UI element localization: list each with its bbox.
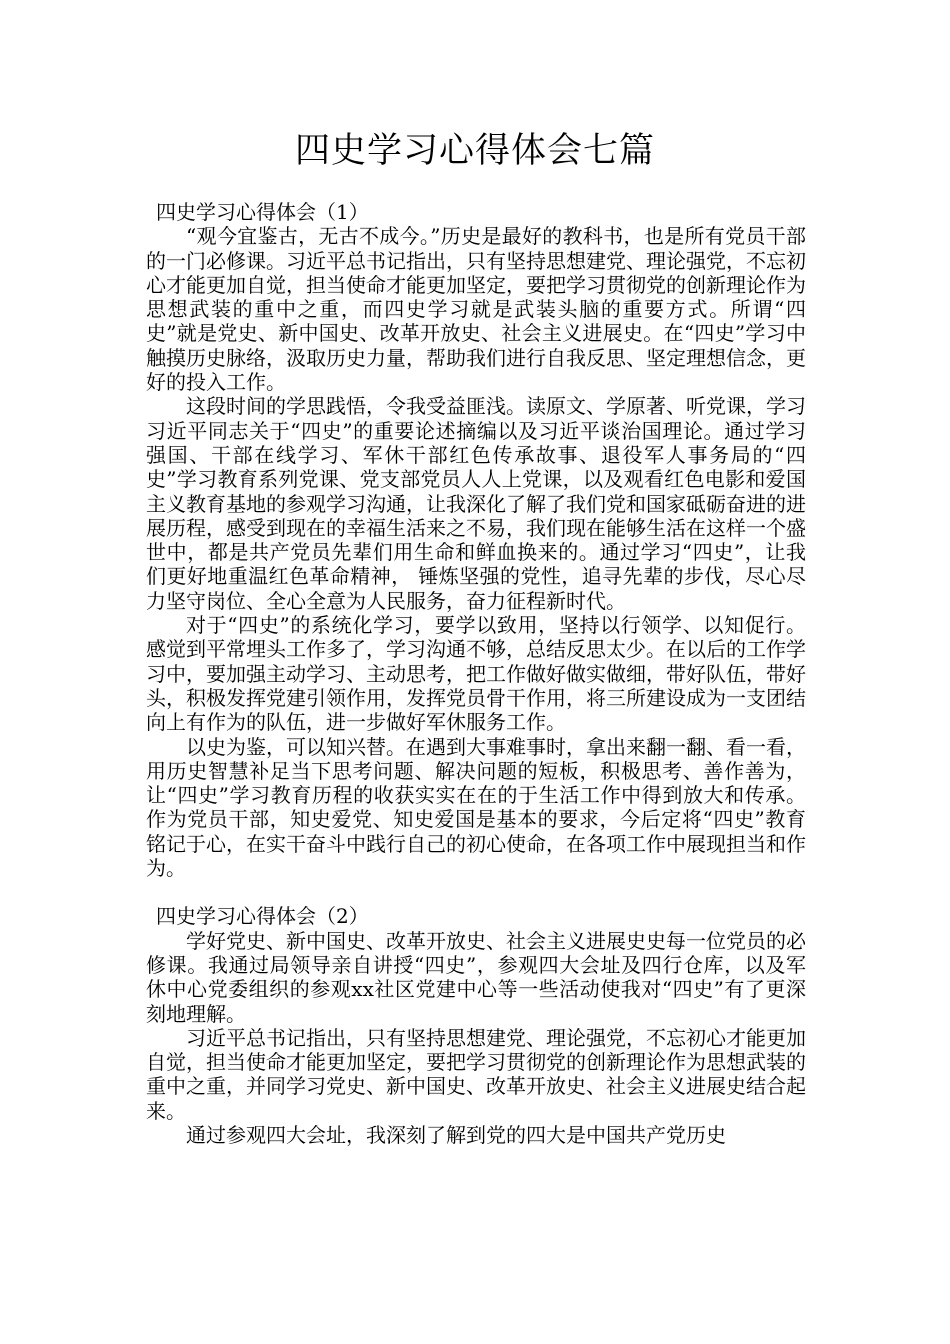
paragraph: 通过参观四大会址，我深刻了解到党的四大是中国共产党历史 — [186, 1122, 726, 1147]
section-heading: 四史学习心得体会（2） — [156, 904, 369, 929]
section-1 — [146, 200, 806, 880]
section-spacer — [146, 880, 806, 904]
section-2 — [146, 904, 806, 1147]
paragraph: 这段时间的学思践悟，令我受益匪浅。读原文、学原著、听党课，学习习近平同志关于“四史”的重要论述摘编以及习近平谈治国理论。通过学习强国、干部在线学习、军休干部红色传承故事、退役军人事务局的“四史”学习教育系列党课、党支部党员人人上党课，以及观看红色电影和爱国主义教育基地的参观学习沟通，让我深化了解了我们党和国家砥砺奋进的进展历程，感受到现在的幸福生活来之不易，我们现在能够生活在这样一个盛世中，都是共产党员先辈们用生命和鲜血换来的。通过学习“四史”，让我们更好地重温红色革命精神， 锤炼坚强的党性，追寻先辈的步伐，尽心尽力坚守岗位、全心全意为人民服务，奋力征程新时代。 — [146, 394, 806, 613]
paragraph: 习近平总书记指出，只有坚持思想建党、理论强党，不忘初心才能更加自觉，担当使命才能更加坚定，要把学习贯彻党的创新理论作为思想武装的重中之重，并同学习党史、新中国史、改革开放史、社会主义进展史结合起来。 — [146, 1025, 806, 1123]
document-body — [146, 200, 806, 1147]
paragraph: 学好党史、新中国史、改革开放史、社会主义进展史史每一位党员的必修课。我通过局领导亲自讲授“四史”，参观四大会址及四行仓库，以及军休中心党委组织的参观xx社区党建中心等一些活动使我对“四史”有了更深刻地理解。 — [146, 928, 806, 1026]
section-heading: 四史学习心得体会（1） — [156, 200, 369, 224]
paragraph: “观今宜鉴古，无古不成今。”历史是最好的教科书，也是所有党员干部的一门必修课。习近平总书记指出，只有坚持思想建党、理论强党，不忘初心才能更加自觉，担当使命才能更加坚定，要把学习贯彻党的创新理论作为思想武装的重中之重，而四史学习就是武装头脑的重要方式。所谓“四史”就是党史、新中国史、改革开放史、社会主义进展史。在“四史”学习中触摸历史脉络，汲取历史力量，帮助我们进行自我反思、坚定理想信念，更好的投入工作。 — [146, 224, 806, 395]
paragraph: 以史为鉴，可以知兴替。在遇到大事难事时，拿出来翻一翻、看一看，用历史智慧补足当下思考问题、解决问题的短板，积极思考、善作善为，让“四史”学习教育历程的收获实实在在的于生活工作中得到放大和传承。作为党员干部，知史爱党、知史爱国是基本的要求，今后定将“四史”教育铭记于心，在实干奋斗中践行自己的初心使命，在各项工作中展现担当和作为。 — [146, 734, 806, 881]
document-title: 四史学习心得体会七篇 — [294, 131, 655, 171]
paragraph: 对于“四史”的系统化学习，要学以致用，坚持以行领学、以知促行。感觉到平常埋头工作多了，学习沟通不够，总结反思太少。在以后的工作学习中，要加强主动学习、主动思考，把工作做好做实做细，带好队伍，带好头，积极发挥党建引领作用，发挥党员骨干作用，将三所建设成为一支团结向上有作为的队伍，进一步做好军休服务工作。 — [146, 613, 806, 735]
